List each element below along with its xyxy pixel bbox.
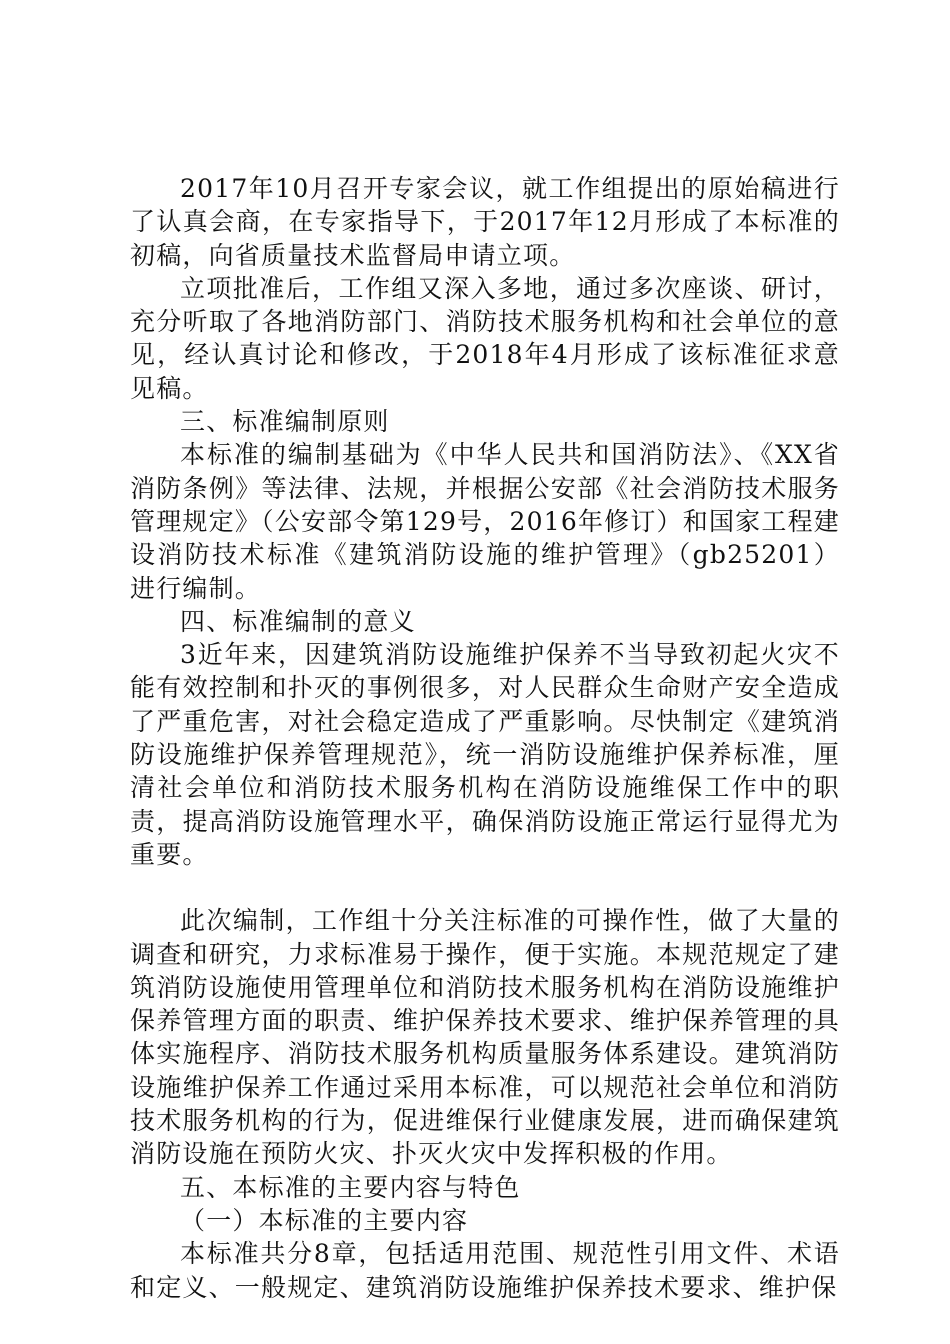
paragraph-compilation: 此次编制，工作组十分关注标准的可操作性，做了大量的调查和研究，力求标准易于操作，便于实施。本规范规定了建筑消防设施使用管理单位和消防技术服务机构在消防设施维护保养管理方面的职责、维护保养技术要求、维护保养管理的具体实施程序、消防技术服务机构质量服务体系建设。建筑消防设施维护保养工作通过采用本标准，可以规范社会单位和消防技术服务机构的行为，促进维保行业健康发展，进而确保建筑消防设施在预防火灾、扑灭火灾中发挥积极的作用。 — [130, 906, 840, 1169]
paragraph-principles: 本标准的编制基础为《中华人民共和国消防法》、《XX省消防条例》等法律、法规，并根据公安部《社会消防技术服务管理规定》（公安部令第129号，2016年修订）和国家工程建设消防技术标准《建筑消防设施的维护管理》（gb25201）进行编制。 — [130, 440, 840, 603]
paragraph-significance: 3近年来，因建筑消防设施维护保养不当导致初起火灾不能有效控制和扑灭的事例很多，对人民群众生命财产安全造成了严重危害，对社会稳定造成了严重影响。尽快制定《建筑消防设施维护保养管理规范》，统一消防设施维护保养标准，厘清社会单位和消防技术服务机构在消防设施维保工作中的职责，提高消防设施管理水平，确保消防设施正常运行显得尤为重要。 — [130, 640, 840, 869]
heading-significance: 四、标准编制的意义 — [180, 606, 416, 636]
paragraph-approval: 立项批准后，工作组又深入多地，通过多次座谈、研讨，充分听取了各地消防部门、消防技术服务机构和社会单位的意见，经认真讨论和修改，于2018年4月形成了该标准征求意见稿。 — [130, 273, 840, 403]
document-body — [130, 172, 840, 1304]
paragraph-gap — [130, 871, 840, 904]
paragraph-expert-meeting: 2017年10月召开专家会议，就工作组提出的原始稿进行了认真会商，在专家指导下，于2017年12月形成了本标准的初稿，向省质量技术监督局申请立项。 — [130, 174, 840, 270]
heading-principles: 三、标准编制原则 — [180, 407, 390, 437]
heading-main-content-features: 五、本标准的主要内容与特色 — [180, 1172, 521, 1202]
subheading-main-content: （一）本标准的主要内容 — [180, 1205, 469, 1235]
paragraph-chapters: 本标准共分8章，包括适用范围、规范性引用文件、术语和定义、一般规定、建筑消防设施维护保养技术要求、维护保 — [130, 1239, 840, 1302]
